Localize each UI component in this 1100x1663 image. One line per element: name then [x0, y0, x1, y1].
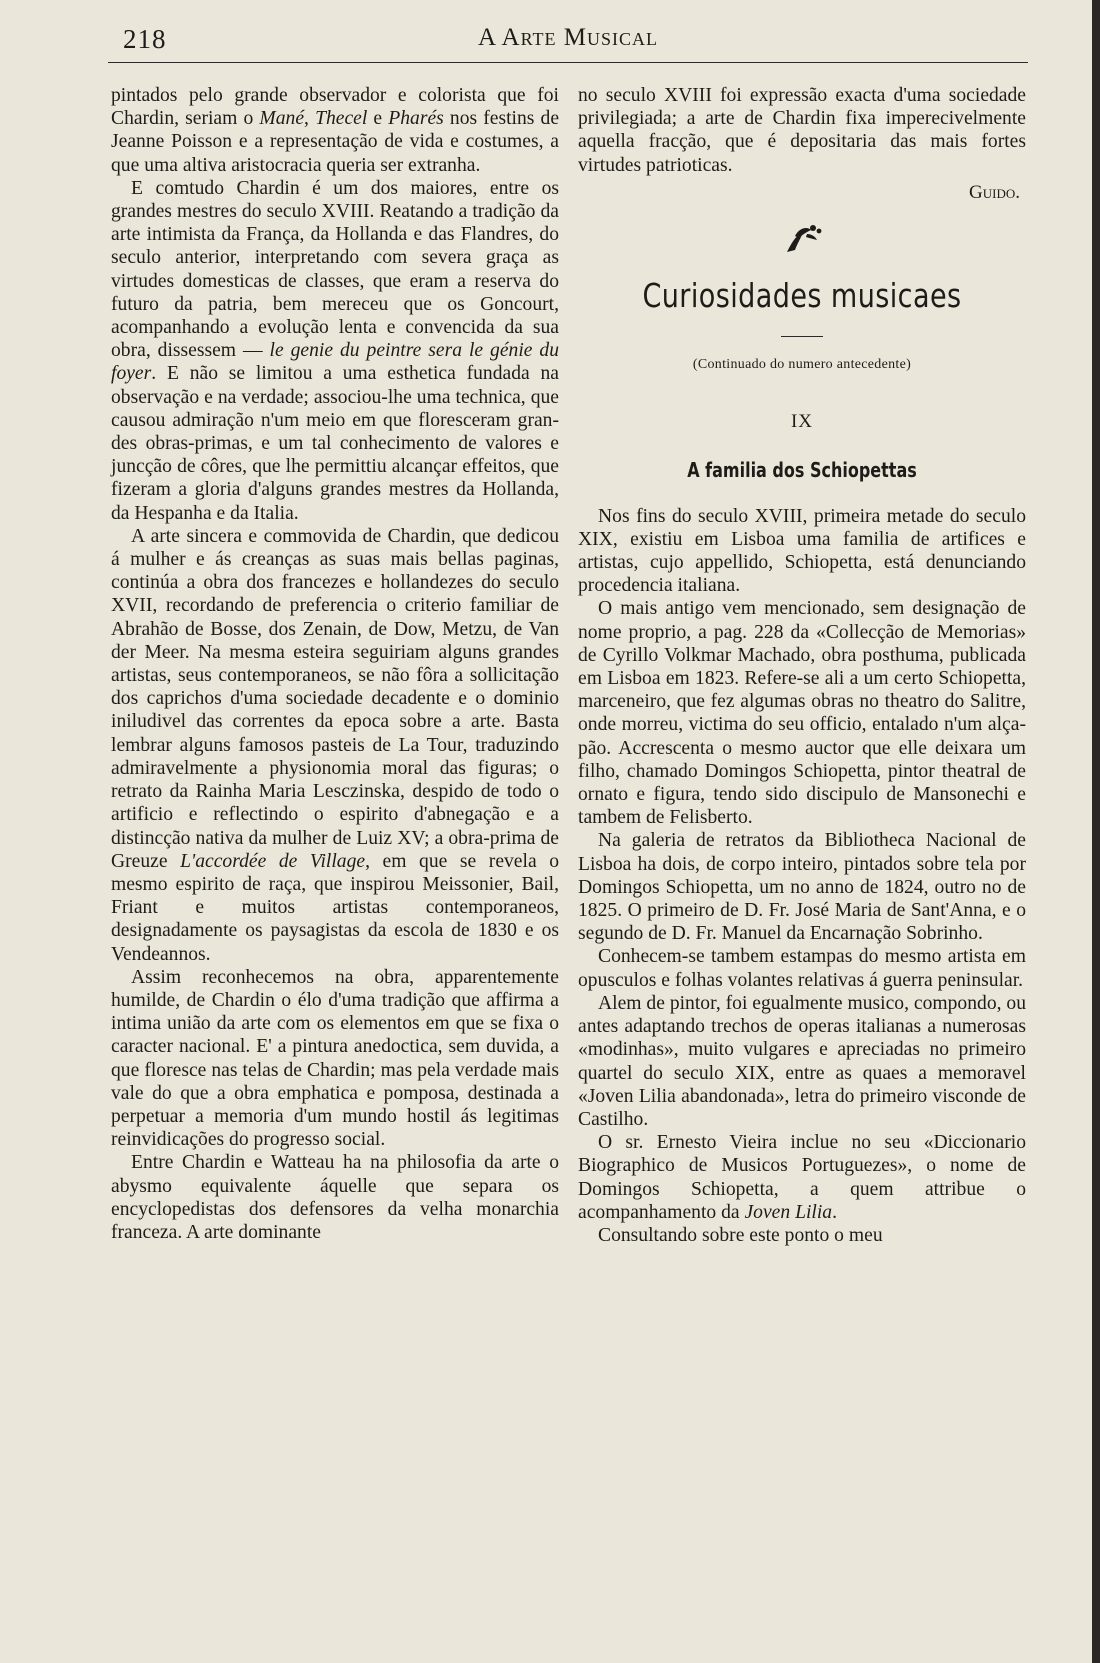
- author-signature: Guido.: [969, 181, 1020, 203]
- right_column-paragraph: Alem de pintor, foi egualmente musico, compondo, ou antes adaptando trechos de operas italianas a numerosas «modinhas», muito vulgares e apreciadas no primeiro quartel do seculo XIX, entre as quaes a memoravel «Joven Lilia abandonada», letra do primeiro visconde de Castilho.: [578, 992, 1027, 1130]
- right_column-paragraph: Consultando sobre este ponto o meu: [598, 1224, 883, 1246]
- left_column-paragraph: Entre Chardin e Watteau ha na philosofia da arte o abysmo equivalente áquelle que separa os encyclopedistas dos defensores da velha monarchia franceza. A arte dominante: [111, 1152, 559, 1243]
- page-number: 218: [123, 24, 167, 54]
- left_column-paragraph: E comtudo Chardin é um dos maiores, entre os grandes mestres do seculo XVIII. Reatando a tradição da arte intimista da França, da Hollanda e das Flandres, do seculo anterior, interpretando com severa graça as virtudes domesticas de classes, que eram a reserva do futuro da patria, bem mereceu que os Goncourt, acompanhando a evolução lenta e convencida da sua obra, dissessem — le genie du peintre sera le génie du foyer. E não se limitou a uma esthetica fundada na observação e na verdade; associou-lhe uma technica, que causou admiração n'um meio em que floresceram grandes obras-primas, e um tal conhecimento de valores e juncção de côres, que lhe permittiu alcançar effeitos, que fizeram a gloria d'alguns grandes mestres da Hollanda, da Hespanha e da Italia.: [111, 177, 559, 524]
- chapter-number: IX: [790, 411, 814, 433]
- right_column-paragraph: Nos fins do seculo XVIII, primeira metade do seculo XIX, existiu em Lisboa uma familia de artifices e artistas, cujo appellido, Schiopetta, está denunciando procedencia italiana.: [578, 505, 1026, 597]
- right-body: [578, 505, 1026, 1248]
- italic-phrase: Mané: [259, 108, 305, 130]
- italic-phrase: le genie du peintre sera le génie du foyer: [111, 340, 559, 385]
- left-column: [111, 84, 559, 1244]
- left_column-paragraph: Assim reconhecemos na obra, apparentemente humilde, de Chardin o élo d'uma tradição que affirma a intima união da arte com os elementos em que se fixa o caracter nacional. E' a pintura anedoctica, sem duvida, a que floresce nas telas de Chardin; mas pela verdade mais vale do que a obra emphatica e pomposa, destinada a perpetuar a memoria d'um mundo hostil ás legitimas reinvidicações do progresso social.: [111, 966, 559, 1151]
- left_column-paragraph: pintados pelo grande observador e colorista que foi Chardin, seriam o Mané, Thecel e Pharés nos festins de Jeanne Poisson e a representação de vida e costumes, a que uma altiva aristocracia queria ser extranha.: [111, 85, 560, 176]
- fleuron-ornament: [578, 222, 1026, 262]
- italic-phrase: Thecel: [315, 108, 368, 130]
- running-title: A Arte Musical: [478, 24, 658, 51]
- continuation-note: (Continuado do numero antecedente): [692, 357, 912, 373]
- right-column: [578, 84, 1026, 1247]
- right_column-paragraph: Na galeria de retratos da Bibliotheca Nacional de Lisboa ha dois, de corpo inteiro, pintados sobre tela por Domingos Schiopetta, um no anno de 1824, outro no de 1825. O primeiro de D. Fr. José Maria de Sant'Anna, e o segundo de D. Fr. Manuel da Encarnação Sobrinho.: [578, 830, 1026, 945]
- italic-phrase: L'accordée de Village: [180, 850, 366, 872]
- right_column-paragraph: O sr. Ernesto Vieira inclue no seu «Diccionario Biographico de Musicos Portuguezes», o nome de Domingos Schiopetta, a quem attribue o acompanhamento da Joven Lilia.: [578, 1132, 1026, 1223]
- page-edge: [1092, 0, 1100, 1663]
- section-title: Curiosidades musicaes: [642, 276, 962, 316]
- section-divider: [781, 336, 823, 337]
- italic-phrase: Pharés: [388, 108, 444, 130]
- right_column-paragraph: O mais antigo vem mencionado, sem designação de nome proprio, a pag. 228 da «Collecção de Memorias» de Cyrillo Volkmar Machado, obra posthuma, publicada em Lisboa em 1823. Refere-se ali a um certo Schiopetta, marceneiro, que fez algumas obras no theatro do Salitre, onde morreu, victima do seu officio, entalado n'um alçapão. Accrescenta o mesmo auctor que elle deixara um filho, chamado Domingos Schiopetta, pintor theatral de ornato e figura, tendo sido discipulo de Mansonechi e tambem de Felisberto.: [578, 598, 1026, 829]
- page-header: [108, 20, 1028, 60]
- left_column-paragraph: A arte sincera e commovida de Chardin, que dedicou á mulher e ás creanças as suas mais bellas paginas, continúa a obra dos francezes e hollandezes do seculo XVII, recordando de preferencia o criterio familiar de Abrahão de Bosse, dos Zenain, de Dow, Metzu, de Van der Meer. Na mesma esteira seguiriam alguns grandes artistas, seus contemporaneos, se não fôra a sollicitação dos caprichos d'uma sociedade decadente e o dominio iniludivel das correntes da epoca sobre a arte. Basta lembrar alguns famosos pasteis de La Tour, traduzindo admiravelmente a physionomia moral das figuras; o retrato da Rainha Maria Lesczinska, despido de todo o artificio e reflectindo o espirito d'abnegação e a distincção nativa da mulher de Luiz XV; a obra-prima de Greuze L'accordée de Village, em que se revela o mesmo espirito de raça, que inspirou Meissonier, Bail, Friant e muitos artistas contemporaneos, designadamente os paysagistas da escola de 1830 e os Vendeannos.: [111, 525, 560, 965]
- header-rule: [108, 62, 1028, 63]
- italic-phrase: Joven Lilia: [744, 1201, 833, 1223]
- subsection-title: A familia dos Schiopettas: [687, 458, 917, 483]
- continuation-paragraph: no seculo XVIII foi expressão exacta d'uma sociedade privilegiada; a arte de Chardin fixa imperecivelmente aquella fracção, que é depositaria das mais fortes virtudes patrioticas.: [578, 85, 1026, 176]
- right_column-paragraph: Conhecem-se tambem estampas do mesmo artista em opusculos e folhas volantes relativas á guerra peninsular.: [578, 946, 1026, 991]
